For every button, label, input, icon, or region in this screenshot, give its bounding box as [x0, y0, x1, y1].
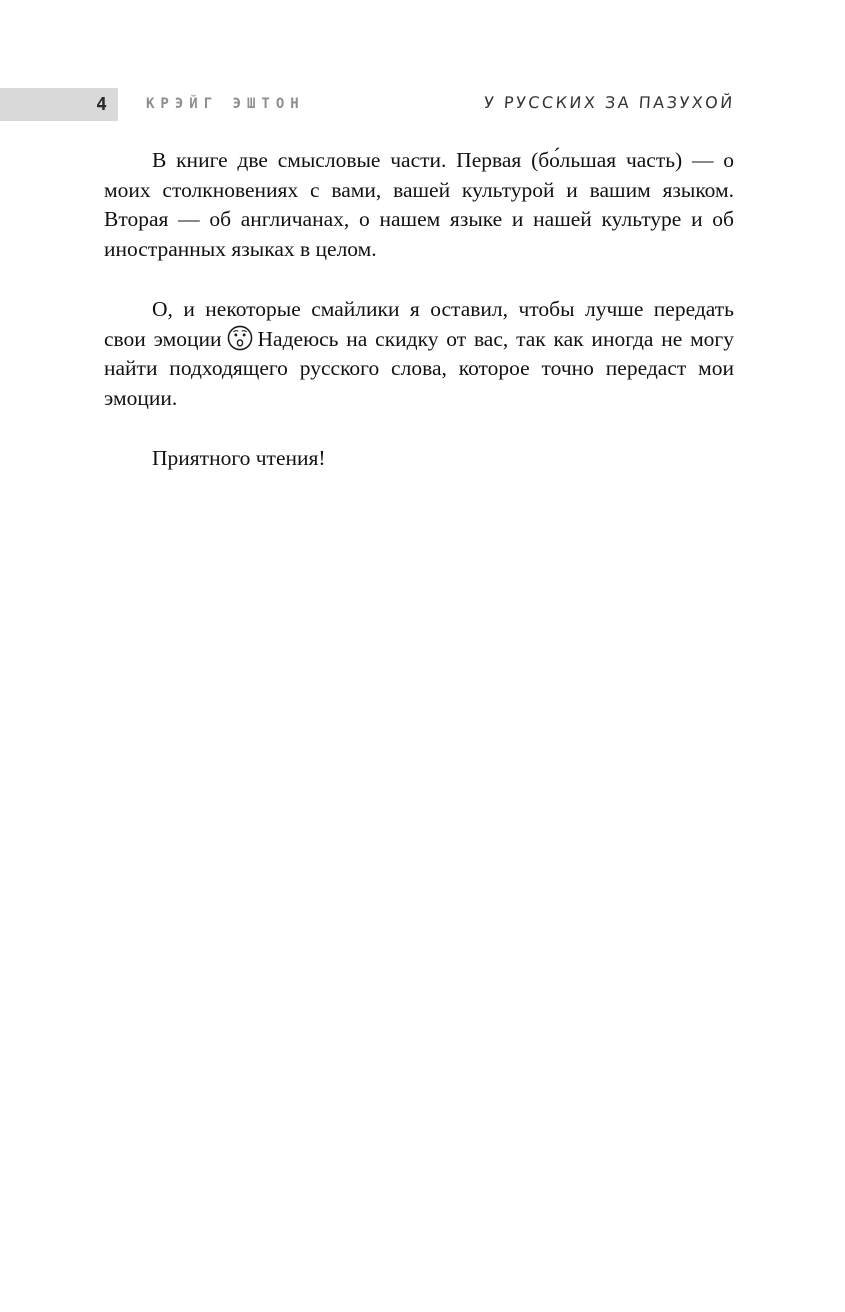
- page-number: 4: [96, 93, 107, 115]
- paragraph-1: В книге две смысловые части. Первая (бо́льшая часть) — о моих столкновениях с вами, вашей культурой и вашим языком. Вторая — об англичанах, о нашем языке и нашей культуре и об иностранных языках в целом.: [104, 148, 734, 261]
- paragraph-2-text-after: Надеюсь на скидку от вас, так как иногда не могу найти подходящего русского слова, которое точно передаст мои эмоции.: [104, 326, 735, 410]
- running-header-author: КРЭЙГ ЭШТОН: [146, 96, 305, 112]
- paragraph-3: Приятного чтения!: [152, 446, 326, 470]
- running-header-book-title: У РУССКИХ ЗА ПАЗУХОЙ: [483, 93, 736, 112]
- book-text-block: [104, 146, 734, 474]
- paragraph-2-text-before: О, и некоторые смайлики я оставил, чтобы лучше передать свои эмоции: [104, 297, 734, 351]
- paragraph-2: [104, 295, 734, 413]
- page-number-bar: [0, 88, 118, 121]
- open-mouth-smiley-emoji: [227, 325, 253, 351]
